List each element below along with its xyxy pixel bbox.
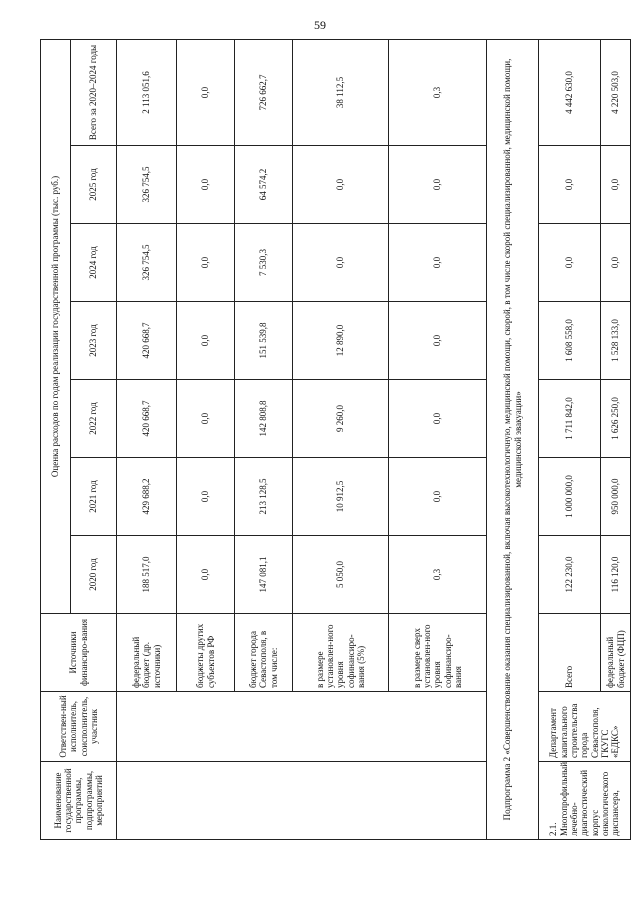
- header-year: 2025 год: [71, 146, 117, 224]
- value-cell: 0,0: [389, 302, 487, 380]
- value-cell: 5 050,0: [293, 536, 389, 614]
- header-year: 2024 год: [71, 224, 117, 302]
- value-cell: 0,0: [389, 458, 487, 536]
- header-row-1: [41, 39, 71, 839]
- table-row: [117, 39, 177, 839]
- value-cell: 38 112,5: [293, 39, 389, 145]
- value-cell: 0,0: [177, 380, 235, 458]
- value-cell: 1 711 842,0: [539, 380, 601, 458]
- value-cell: 122 230,0: [539, 536, 601, 614]
- value-cell: 12 890,0: [293, 302, 389, 380]
- value-cell: 1 626 250,0: [601, 380, 631, 458]
- value-cell: 142 808,8: [235, 380, 293, 458]
- value-cell: 0,3: [389, 39, 487, 145]
- header-name: Наименование государственной программы, подпрограммы, мероприятий: [41, 762, 117, 840]
- value-cell: 950 000,0: [601, 458, 631, 536]
- value-cell: 4 442 630,0: [539, 39, 601, 145]
- value-cell: 0,0: [293, 224, 389, 302]
- header-year: 2023 год: [71, 302, 117, 380]
- value-cell: 147 081,1: [235, 536, 293, 614]
- value-cell: 0,0: [177, 224, 235, 302]
- value-cell: 0,0: [293, 146, 389, 224]
- value-cell: 0,0: [177, 146, 235, 224]
- table-row: [539, 39, 601, 839]
- value-cell: 116 120,0: [601, 536, 631, 614]
- value-cell: 10 912,5: [293, 458, 389, 536]
- value-cell: 151 539,8: [235, 302, 293, 380]
- value-cell: 429 688,2: [117, 458, 177, 536]
- value-cell: 2 113 051,6: [117, 39, 177, 145]
- value-cell: 0,0: [389, 146, 487, 224]
- source-cell: в размере сверх установлен-ного уровня софинансиро-вания: [389, 614, 487, 692]
- header-year: 2020 год: [71, 536, 117, 614]
- value-cell: 0,0: [539, 146, 601, 224]
- value-cell: 420 668,7: [117, 380, 177, 458]
- value-cell: 420 668,7: [117, 302, 177, 380]
- name-cell: [117, 762, 487, 840]
- value-cell: 64 574,2: [235, 146, 293, 224]
- header-total: Всего за 2020–2024 годы: [71, 39, 117, 145]
- value-cell: 0,0: [539, 224, 601, 302]
- measure-name: 2.1. Многопрофильный лечебно-диагностический корпус онкологического диспансера,: [539, 762, 631, 840]
- value-cell: 0,0: [177, 458, 235, 536]
- value-cell: 0,0: [601, 224, 631, 302]
- header-responsible: Ответствен-ный исполнитель, соисполнитель, участник: [41, 692, 117, 762]
- budget-table: [40, 39, 631, 840]
- source-cell: Всего: [539, 614, 601, 692]
- value-cell: 326 754,5: [117, 224, 177, 302]
- source-cell: бюджеты других субъектов РФ: [177, 614, 235, 692]
- source-cell: в размере установлен-ного уровня софинансиро-вания (5%): [293, 614, 389, 692]
- value-cell: 0,0: [389, 224, 487, 302]
- value-cell: 4 220 503,0: [601, 39, 631, 145]
- header-source: Источники финансиро-вания: [41, 614, 117, 692]
- subprogram-row: [487, 39, 539, 839]
- value-cell: 1 528 133,0: [601, 302, 631, 380]
- page-number: 59: [314, 18, 326, 32]
- value-cell: 0,0: [177, 39, 235, 145]
- value-cell: 9 260,0: [293, 380, 389, 458]
- rotated-table-area: [40, 40, 626, 840]
- responsible-cell: [117, 692, 487, 762]
- header-year: 2022 год: [71, 380, 117, 458]
- value-cell: 0,0: [177, 536, 235, 614]
- value-cell: 1 608 558,0: [539, 302, 601, 380]
- source-cell: федеральный бюджет (ФЦП): [601, 614, 631, 692]
- value-cell: 726 662,7: [235, 39, 293, 145]
- value-cell: 188 517,0: [117, 536, 177, 614]
- value-cell: 7 530,3: [235, 224, 293, 302]
- value-cell: 326 754,5: [117, 146, 177, 224]
- value-cell: 0,0: [389, 380, 487, 458]
- measure-responsible: Департамент капитального строительства города Севастополя, ГКУГС «ЕДКС»: [539, 692, 631, 762]
- value-cell: 213 128,5: [235, 458, 293, 536]
- header-year: 2021 год: [71, 458, 117, 536]
- header-group: Оценка расходов по годам реализации государственной программы (тыс. руб.): [41, 39, 71, 613]
- value-cell: 0,0: [601, 146, 631, 224]
- source-cell: федеральный бюджет (др. источники): [117, 614, 177, 692]
- subprogram-title: Подпрограмма 2 «Совершенствование оказания специализированной, включая высокотехнологичную, медицинской помощи, скорой, в том числе скорой специализированной, медицинской помощи, медицинской эвакуации»: [487, 39, 539, 839]
- value-cell: 0,0: [177, 302, 235, 380]
- value-cell: 0,3: [389, 536, 487, 614]
- value-cell: 1 000 000,0: [539, 458, 601, 536]
- source-cell: бюджет города Севастополя, в том числе:: [235, 614, 293, 692]
